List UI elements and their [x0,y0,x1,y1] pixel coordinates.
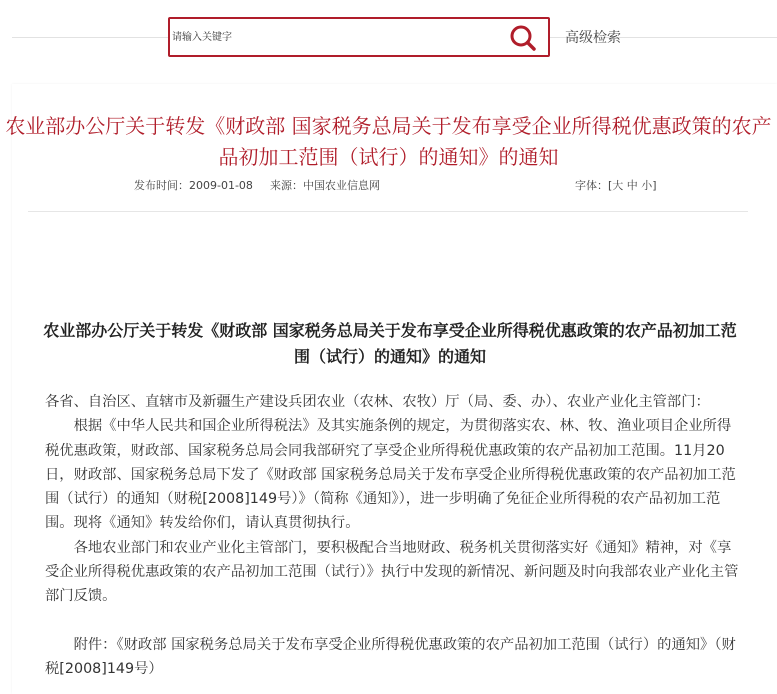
search-icon [506,23,540,53]
meta-divider [28,211,748,212]
salutation: 各省、自治区、直辖市及新疆生产建设兵团农业（农林、农牧）厅（局、委、办）、农业产业化主管部门： [45,394,710,410]
source [270,177,380,193]
paragraph: 各地农业部门和农业产业化主管部门，要积极配合当地财政、税务机关贯彻落实好《通知》精神，对《享受企业所得税优惠政策的农产品初加工范围（试行）》执行中发现的新情况、新问题及时向我部农业产业化主管部门反馈。 [45,539,739,605]
source-value: 中国农业信息网 [303,179,380,192]
font-small-button[interactable]: 小 [641,179,653,192]
source-label: 来源： [270,179,303,192]
publish-label: 发布时间： [134,179,189,192]
search-input[interactable] [170,19,492,55]
publish-date [134,177,253,193]
font-bracket-close: ] [652,179,657,192]
search-button[interactable] [506,23,540,53]
search-box [168,17,550,57]
font-size-label: 字体： [575,179,608,192]
font-bracket-open: [ [608,179,613,192]
article-title: 农业部办公厅关于转发《财政部 国家税务总局关于发布享受企业所得税优惠政策的农产品初加工范围（试行）的通知》的通知 [5,114,772,170]
article-body [45,390,745,681]
spacer [45,609,745,633]
attachment: 附件：《财政部 国家税务总局关于发布享受企业所得税优惠政策的农产品初加工范围（试行）的通知》（财税[2008]149号） [45,636,736,677]
font-large-button[interactable]: 大 [612,179,624,192]
font-size-control [575,177,657,193]
paragraph: 根据《中华人民共和国企业所得税法》及其实施条例的规定，为贯彻落实农、林、牧、渔业项目企业所得税优惠政策，财政部、国家税务总局会同我部研究了享受企业所得税优惠政策的农产品初加工范围。11月20日，财政部、国家税务总局下发了《财政部 国家税务总局关于发布享受企业所得税优惠政策的农产品初加工范围（试行）的通知（财税[2008]149号）》（简称《通知》），进一步明确了免征企业所得税的农产品初加工范围。现将《通知》转发给你们，请认真贯彻执行。 [45,418,736,532]
advanced-search-link[interactable]: 高级检索 [565,30,621,46]
font-medium-button[interactable]: 中 [626,179,638,192]
document-title: 农业部办公厅关于转发《财政部 国家税务总局关于发布享受企业所得税优惠政策的农产品初加工范围（试行）的通知》的通知 [43,321,737,366]
publish-date-value: 2009-01-08 [189,179,253,192]
